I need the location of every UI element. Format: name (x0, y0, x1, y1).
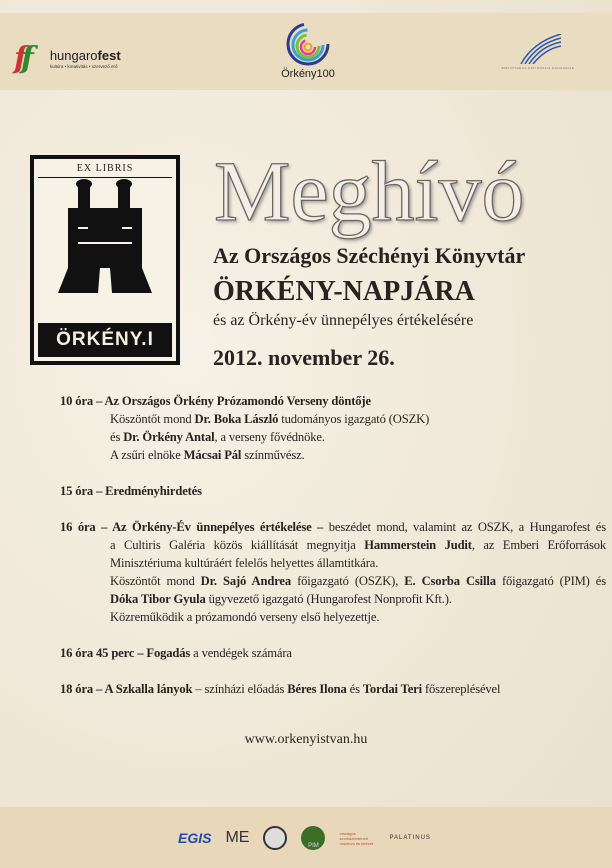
program-text: Köszöntőt mond (110, 412, 195, 426)
me-logo: ME (225, 829, 250, 846)
program-text: – színházi előadás (192, 682, 288, 696)
program-text-bold: 18 óra – A Szkalla lányok (60, 682, 193, 696)
program-text-bold: Dr. Boka László (194, 412, 279, 426)
hungarofest-name: hungaro (49, 48, 98, 63)
program-line (60, 428, 606, 446)
program-line (60, 572, 606, 590)
program-line (60, 644, 606, 662)
ex-libris-orkeny-text: ÖRKÉNY.I (38, 323, 172, 357)
program-text-bold: Hammerstein Judit (364, 538, 472, 552)
oszk-label: BIBLIOTHECA NATIONALIS HUNGARIAE (501, 66, 575, 70)
program-text-bold: 10 óra – Az Országos Örkény Prózamondó Verseny döntője (60, 394, 371, 408)
egis-logo: EGIS (178, 830, 212, 846)
program-text: Köszöntőt mond (110, 574, 201, 588)
sponsor-logos (178, 826, 431, 850)
hungarofest-logo (14, 41, 121, 76)
program-list (60, 392, 606, 698)
program-line (60, 482, 606, 500)
program-item (60, 392, 606, 464)
program-text: és (346, 682, 363, 696)
ex-libris-text: EX LIBRIS (38, 163, 172, 178)
program-text: ügyvezető igazgató (Hungarofest Nonprofit Kft.). (205, 592, 452, 606)
program-text: beszédet mond, valamint az OSZK, a Hungarofest és (323, 520, 606, 534)
subtitle-evaluation: és az Örkény-év ünnepélyes értékelésére (213, 312, 474, 329)
program-text: tudományos igazgató (OSZK) (278, 412, 430, 426)
program-line (60, 554, 606, 572)
program-item (60, 644, 606, 662)
hungarofest-ff-icon: ff (14, 41, 34, 76)
program-line (60, 608, 606, 626)
program-text: főszereplésével (421, 682, 501, 696)
pim-logo: PIM (301, 826, 325, 850)
program-text-bold: Béres Ilona (287, 682, 347, 696)
subtitle-library: Az Országos Széchényi Könyvtár (213, 243, 526, 268)
program-text: a vendégek számára (190, 646, 292, 660)
program-line (60, 518, 606, 536)
program-line (60, 590, 606, 608)
invitation-title: Meghívó (214, 143, 525, 239)
program-item (60, 518, 606, 626)
seal-logo-icon (263, 826, 287, 850)
program-line (60, 536, 606, 554)
orkeny100-label: Örkény100 (281, 68, 335, 80)
hungarofest-name-bold: fest (97, 48, 121, 63)
spiral-icon (286, 22, 330, 66)
subtitle-event: ÖRKÉNY-NAPJÁRA (213, 276, 475, 307)
program-line (60, 410, 606, 428)
program-text-bold: 16 óra – Az Örkény-Év ünnepélyes értékelése – (60, 520, 324, 534)
program-text-bold: Mácsai Pál (183, 448, 242, 462)
ex-libris-figure-icon (38, 178, 172, 298)
program-line (60, 446, 606, 464)
program-text: főigazgató (OSZK), (291, 574, 405, 588)
program-text-bold: Dr. Örkény Antal (123, 430, 215, 444)
program-text: A zsűri elnöke (110, 448, 184, 462)
program-text: Minisztériuma kultúráért felelős helyettes államtitkára. (110, 556, 379, 570)
program-text: színművész. (241, 448, 305, 462)
program-text: Közreműködik a prózamondó verseny első helyezettje. (110, 610, 380, 624)
program-text: a Cultiris Galéria közös kiállítását megnyitja (110, 538, 365, 552)
program-text: és (110, 430, 124, 444)
program-line (60, 392, 606, 410)
event-date: 2012. november 26. (213, 345, 395, 370)
theatre-museum-logo: országos színháztörténeti múzeum és intézet (339, 830, 374, 846)
program-line (60, 680, 606, 698)
program-text-bold: E. Csorba Csilla (404, 574, 496, 588)
program-text-bold: 16 óra 45 perc – Fogadás (60, 646, 191, 660)
program-text-bold: Dr. Sajó Andrea (200, 574, 292, 588)
palatinus-logo: PALATINUS (389, 835, 431, 841)
hungarofest-tagline: kultúra • kreativitás • szervező erő (49, 64, 118, 69)
program-text-bold: Tordai Teri (362, 682, 422, 696)
program-item (60, 482, 606, 500)
program-text-bold: 15 óra – Eredményhirdetés (60, 484, 202, 498)
orkeny100-logo (278, 22, 338, 81)
oszk-logo (488, 34, 588, 70)
website-link[interactable]: www.orkenyistvan.hu (244, 732, 368, 747)
program-text: , a verseny fővédnöke. (214, 430, 325, 444)
oszk-lines-icon (513, 34, 563, 64)
program-text: főigazgató (PIM) és (495, 574, 606, 588)
program-text: , az Emberi Erőforrások (471, 538, 606, 552)
program-text-bold: Dóka Tibor Gyula (110, 592, 206, 606)
ex-libris-image (30, 155, 180, 365)
program-item (60, 680, 606, 698)
